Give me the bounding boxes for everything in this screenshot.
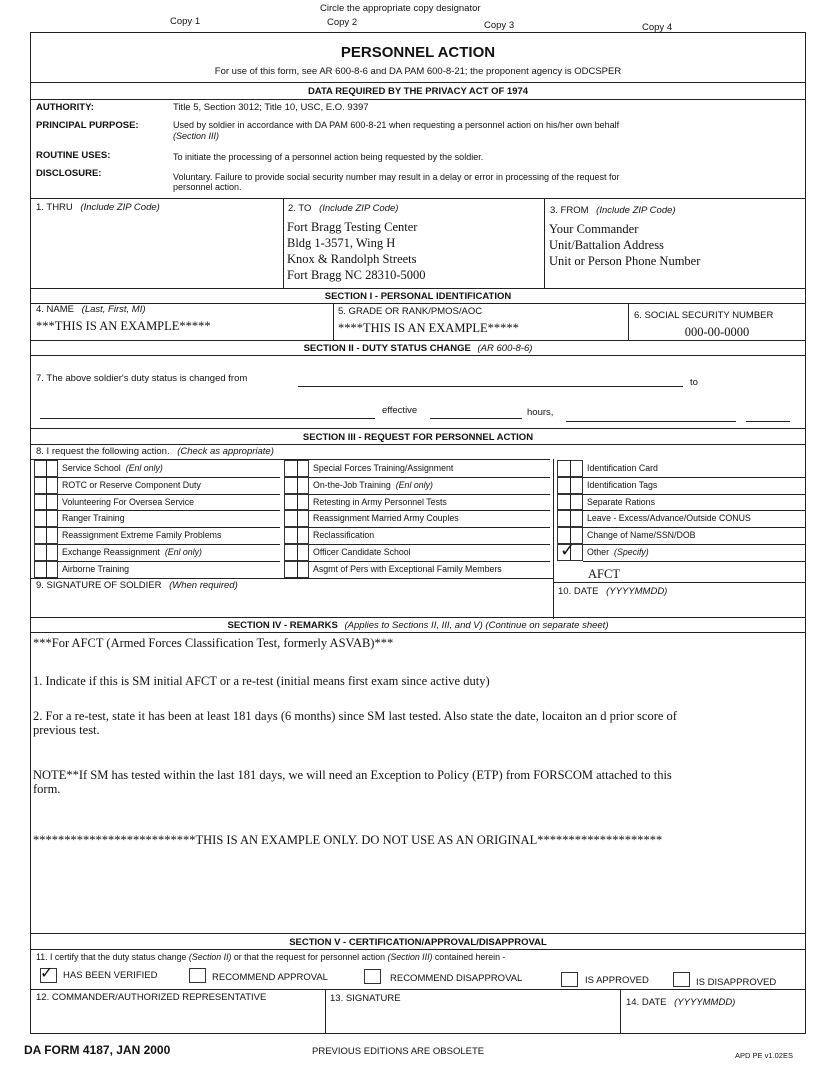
- col3-item-label: [587, 513, 751, 523]
- copy-1[interactable]: Copy 1: [170, 16, 201, 27]
- row-rule: [309, 510, 550, 511]
- disclosure-label: DISCLOSURE:: [36, 168, 102, 179]
- to-address[interactable]: [287, 219, 426, 283]
- date14-label: 14. DATE: [626, 997, 667, 1008]
- row-rule: [58, 544, 280, 545]
- row-rule: [58, 561, 280, 562]
- item-text: ROTC or Reserve Component Duty: [62, 479, 201, 490]
- section4-title: [30, 620, 806, 631]
- item11-text: [36, 952, 505, 962]
- item7-to: to: [690, 377, 698, 388]
- item-text: Change of Name/SSN/DOB: [587, 530, 696, 541]
- col1-item-label: [62, 480, 201, 490]
- divider: [325, 989, 326, 1034]
- thru-label: 1. THRU: [36, 202, 73, 213]
- copy-4[interactable]: Copy 4: [642, 22, 673, 33]
- disapproved-checkbox[interactable]: [673, 972, 690, 987]
- checkbox-divider: [570, 510, 571, 527]
- col1-item-label: [62, 547, 202, 557]
- copy-3[interactable]: Copy 3: [484, 20, 515, 31]
- other-value[interactable]: AFCT: [588, 567, 620, 581]
- section3-title: SECTION III - REQUEST FOR PERSONNEL ACTION: [302, 432, 534, 443]
- col2-item-label: [313, 530, 374, 540]
- name-hint: (Last, First, MI): [81, 304, 146, 315]
- checkbox-divider: [570, 494, 571, 511]
- divider: [620, 989, 621, 1034]
- divider: [30, 428, 806, 429]
- checkbox-divider: [570, 460, 571, 477]
- divider: [333, 303, 334, 340]
- name-label: 4. NAME: [36, 304, 75, 315]
- item-hint: (Specify): [614, 547, 649, 557]
- row-rule: [583, 527, 806, 528]
- item8-hint: (Check as appropriate): [177, 446, 274, 457]
- item-text: Reassignment Extreme Family Problems: [62, 530, 222, 541]
- disapproved-label: IS DISAPPROVED: [696, 977, 777, 988]
- col2-item-label: [313, 564, 502, 574]
- from-label: 3. FROM: [550, 205, 589, 216]
- row-rule: [309, 561, 550, 562]
- from-line: Unit or Person Phone Number: [549, 254, 701, 268]
- from-header: [550, 205, 676, 216]
- item-text: Asgmt of Pers with Exceptional Family Members: [313, 563, 502, 574]
- divider: [553, 582, 806, 583]
- checkbox-divider: [297, 544, 298, 561]
- status-to-field[interactable]: [40, 418, 375, 419]
- col2-item-label: [313, 513, 459, 523]
- col3-item-label: [587, 497, 655, 507]
- purpose-text: Used by soldier in accordance with DA PAM 600-8-21 when requesting a personnel action on his/her own behalf: [173, 120, 620, 130]
- thru-field[interactable]: [36, 202, 160, 213]
- approved-label: IS APPROVED: [585, 975, 649, 986]
- divider: [30, 617, 806, 618]
- signature-label: 9. SIGNATURE OF SOLDIER: [36, 580, 162, 591]
- from-line: Your Commander: [549, 222, 639, 236]
- from-hint: (Include ZIP Code): [596, 205, 676, 216]
- disclosure-text: Voluntary. Failure to provide social security number may result in a delay or error in processing of the request for: [173, 172, 620, 182]
- remarks-line: **************************THIS IS AN EXAMPLE ONLY. DO NOT USE AS AN ORIGINAL********************: [33, 833, 663, 847]
- to-line: Fort Bragg Testing Center: [287, 220, 418, 234]
- hours-field[interactable]: [566, 421, 736, 422]
- status-from-field[interactable]: [298, 386, 683, 387]
- routine-text: To initiate the processing of a personnel action being requested by the soldier.: [173, 152, 484, 162]
- verified-label: HAS BEEN VERIFIED: [63, 970, 158, 981]
- date10-label: 10. DATE: [558, 586, 599, 597]
- row-rule: [58, 494, 280, 495]
- row-rule: [583, 561, 806, 562]
- row-rule: [309, 544, 550, 545]
- to-label: 2. TO: [288, 203, 312, 214]
- remarks-line: ***For AFCT (Armed Forces Classification Test, formerly ASVAB)***: [33, 636, 394, 650]
- divider: [30, 99, 806, 100]
- form-title: PERSONNEL ACTION: [340, 44, 496, 61]
- col1-item-label: [62, 564, 129, 574]
- col1-item-label: [62, 497, 194, 507]
- item-text: Officer Candidate School: [313, 547, 411, 557]
- name-value[interactable]: ***THIS IS AN EXAMPLE*****: [36, 319, 211, 333]
- grade-label: 5. GRADE OR RANK/PMOS/AOC: [338, 306, 483, 317]
- checkbox-divider: [46, 561, 47, 578]
- row-rule: [583, 477, 806, 478]
- checkbox-divider: [46, 544, 47, 561]
- divider: [30, 989, 806, 990]
- checkbox-divider: [297, 510, 298, 527]
- form-id: DA FORM 4187, JAN 2000: [24, 1043, 171, 1057]
- divider: [544, 198, 545, 288]
- col3-item-label: [587, 463, 658, 473]
- divider: [30, 444, 806, 445]
- section2-title: [30, 343, 806, 354]
- signature13-field[interactable]: 13. SIGNATURE: [330, 993, 401, 1004]
- item8-label: 8. I request the following action.: [36, 446, 170, 457]
- item11-part: contained herein -: [434, 952, 506, 962]
- item-text: Exchange Reassignment: [62, 547, 160, 557]
- purpose-ref: (Section III): [173, 131, 220, 141]
- disclosure-text-2: personnel action.: [173, 182, 242, 192]
- copy-instruction: Circle the appropriate copy designator: [320, 3, 481, 14]
- checkbox-divider: [297, 494, 298, 511]
- item11-part: 11. I certify that the duty status change: [36, 952, 187, 962]
- item11-part: (Section II): [188, 952, 232, 962]
- effective-date-field[interactable]: [430, 418, 522, 419]
- remarks-line: NOTE**If SM has tested within the last 181 days, we will need an Exception to Policy (ETP) from FORSCOM attached to this: [33, 768, 672, 782]
- item7-effective: effective: [382, 405, 418, 416]
- col2-item-label: [313, 463, 453, 473]
- signature-hint: (When required): [169, 580, 238, 591]
- hours-extra-field[interactable]: [746, 421, 790, 422]
- divider: [30, 288, 806, 289]
- item11-part: (Section III): [387, 952, 433, 962]
- item-text: Volunteering For Oversea Service: [62, 496, 195, 507]
- name-header: [36, 304, 146, 315]
- checkbox-divider: [297, 477, 298, 494]
- item-text: Service School: [62, 463, 121, 473]
- item-hint: (Enl only): [395, 479, 433, 490]
- col1-item-label: [62, 463, 163, 473]
- item-text: Reassignment Married Army Couples: [313, 513, 459, 524]
- to-line: Fort Bragg NC 28310-5000: [287, 268, 426, 282]
- item11-part: or that the request for personnel action: [233, 952, 386, 962]
- item-text: Identification Card: [587, 463, 658, 473]
- section2-title-text: SECTION II - DUTY STATUS CHANGE: [303, 343, 471, 354]
- divider: [30, 198, 806, 199]
- divider: [30, 949, 806, 950]
- from-address[interactable]: [549, 221, 700, 269]
- section2-title-ref: (AR 600-8-6): [477, 343, 533, 354]
- thru-hint: (Include ZIP Code): [80, 202, 160, 213]
- divider: [30, 933, 806, 934]
- version-tag: APD PE v1.02ES: [735, 1051, 793, 1060]
- approved-checkbox[interactable]: [561, 972, 578, 987]
- row-rule: [58, 510, 280, 511]
- recommend-approval-label: RECOMMEND APPROVAL: [212, 972, 328, 983]
- col1-item-label: [62, 530, 221, 540]
- form-subtitle: For use of this form, see AR 600-8-6 and DA PAM 600-8-21; the proponent agency is ODCSPER: [214, 66, 622, 77]
- col2-item-label: [313, 480, 433, 490]
- divider: [30, 578, 554, 579]
- privacy-title: DATA REQUIRED BY THE PRIVACY ACT OF 1974: [307, 86, 529, 97]
- col2-item-label: [313, 497, 447, 507]
- item-text: Airborne Training: [62, 563, 129, 574]
- checkbox-divider: [297, 561, 298, 578]
- col3-item-label: [587, 547, 649, 557]
- item-hint: (Enl only): [164, 547, 202, 557]
- obsolete-note: PREVIOUS EDITIONS ARE OBSOLETE: [312, 1046, 485, 1057]
- grade-value[interactable]: ****THIS IS AN EXAMPLE*****: [338, 321, 519, 335]
- to-line: Knox & Randolph Streets: [287, 252, 417, 266]
- item-text: Ranger Training: [62, 513, 125, 524]
- col1-item-label: [62, 513, 125, 523]
- item-text: Other: [587, 547, 610, 557]
- checkbox-divider: [297, 527, 298, 544]
- checkbox-divider: [46, 477, 47, 494]
- to-header: [288, 203, 398, 214]
- section1-title: SECTION I - PERSONAL IDENTIFICATION: [324, 291, 512, 302]
- remarks-line: 2. For a re-test, state it has been at least 181 days (6 months) since SM last tested. Also state the date, locaiton an d prior score of: [33, 709, 677, 723]
- check-mark-icon: ✓: [560, 540, 576, 561]
- checkbox-divider: [46, 510, 47, 527]
- row-rule: [309, 494, 550, 495]
- ssn-value[interactable]: 000-00-0000: [684, 325, 750, 339]
- row-rule: [58, 477, 280, 478]
- divider: [30, 340, 806, 341]
- item-text: Separate Rations: [587, 496, 655, 507]
- item-hint: (Enl only): [125, 463, 163, 473]
- col2-item-label: [313, 547, 411, 557]
- recommend-disapproval-label: RECOMMEND DISAPPROVAL: [390, 973, 523, 984]
- date10-hint: (YYYYMMDD): [606, 586, 668, 597]
- date14-header[interactable]: [626, 997, 735, 1008]
- item-text: On-the-Job Training: [313, 479, 391, 490]
- item-text: Identification Tags: [587, 479, 658, 490]
- date10-header[interactable]: [558, 586, 667, 597]
- row-rule: [583, 510, 806, 511]
- row-rule: [583, 544, 806, 545]
- divider: [30, 303, 806, 304]
- ssn-label: 6. SOCIAL SECURITY NUMBER: [634, 310, 774, 321]
- checkbox-divider: [297, 460, 298, 477]
- recommend-disapproval-checkbox[interactable]: [364, 969, 381, 984]
- check-mark-icon: ✓: [40, 963, 54, 982]
- divider: [283, 198, 284, 288]
- item-text: Retesting in Army Personnel Tests: [313, 496, 447, 507]
- item7-label: 7. The above soldier's duty status is changed from: [36, 373, 248, 384]
- copy-2[interactable]: Copy 2: [327, 17, 358, 28]
- item7-hours: hours,: [527, 407, 554, 418]
- recommend-approval-checkbox[interactable]: [189, 968, 206, 983]
- divider: [30, 355, 806, 356]
- checkbox-divider: [46, 460, 47, 477]
- row-rule: [309, 477, 550, 478]
- item-text: Reclassification: [313, 530, 375, 541]
- col3-item-label: [587, 480, 657, 490]
- date14-hint: (YYYYMMDD): [674, 997, 736, 1008]
- row-rule: [309, 527, 550, 528]
- item-text: Special Forces Training/Assignment: [313, 463, 454, 473]
- remarks-line: form.: [33, 782, 61, 796]
- divider: [30, 632, 806, 633]
- col3-item-label: [587, 530, 696, 540]
- authority-label: AUTHORITY:: [36, 102, 94, 113]
- item8-header: [36, 446, 274, 457]
- checkbox-divider: [46, 494, 47, 511]
- section4-title-hint: (Applies to Sections II, III, and V) (Continue on separate sheet): [344, 620, 609, 631]
- row-rule: [583, 494, 806, 495]
- item-text: Leave - Excess/Advance/Outside CONUS: [587, 513, 751, 524]
- routine-label: ROUTINE USES:: [36, 150, 111, 161]
- section5-title: SECTION V - CERTIFICATION/APPROVAL/DISAPPROVAL: [289, 937, 547, 948]
- checkbox-divider: [46, 527, 47, 544]
- from-line: Unit/Battalion Address: [549, 238, 664, 252]
- checkbox-divider: [570, 477, 571, 494]
- to-line: Bldg 1-3571, Wing H: [287, 236, 396, 250]
- divider: [553, 459, 554, 619]
- purpose-label: PRINCIPAL PURPOSE:: [36, 120, 139, 131]
- authority-text: Title 5, Section 3012; Title 10, USC, E.O. 9397: [173, 102, 369, 113]
- to-hint: (Include ZIP Code): [319, 203, 399, 214]
- remarks-line: previous test.: [33, 723, 100, 737]
- divider: [30, 82, 806, 83]
- commander-field[interactable]: 12. COMMANDER/AUTHORIZED REPRESENTATIVE: [36, 992, 267, 1003]
- row-rule: [58, 527, 280, 528]
- section4-title-text: SECTION IV - REMARKS: [227, 620, 338, 631]
- signature-header[interactable]: [36, 580, 238, 591]
- remarks-line: 1. Indicate if this is SM initial AFCT or a re-test (initial means first exam since active duty): [33, 674, 490, 688]
